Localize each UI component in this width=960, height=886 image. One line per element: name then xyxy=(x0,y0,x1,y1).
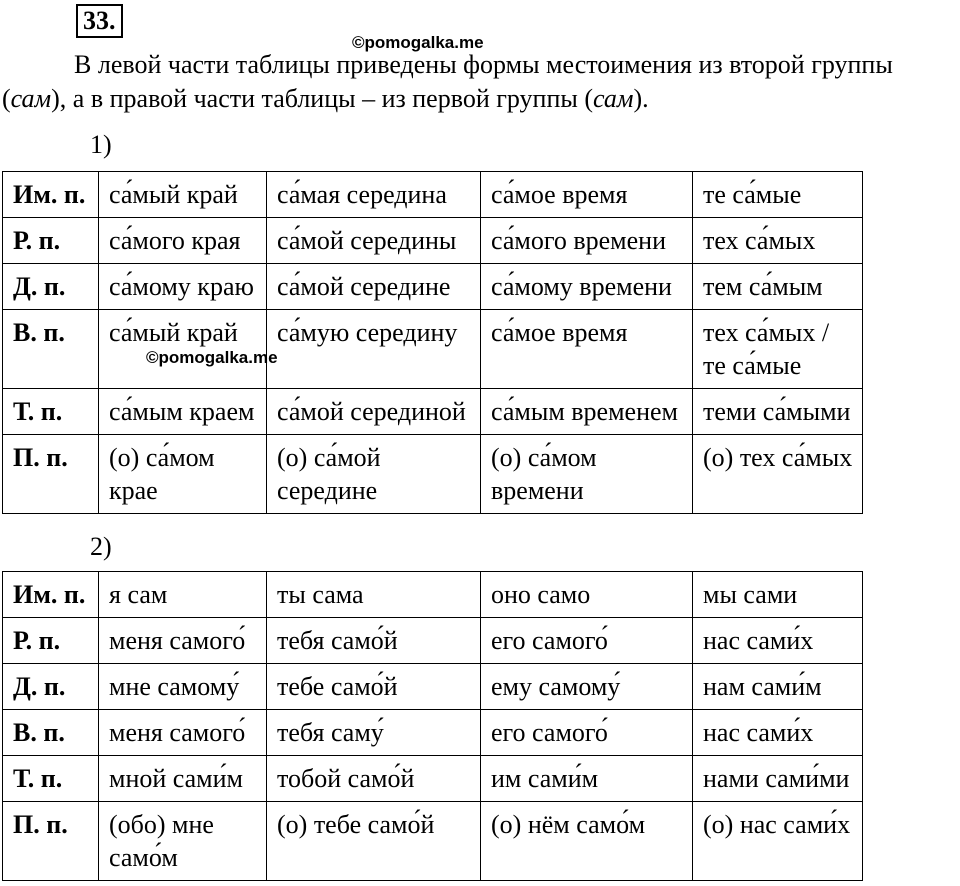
table-cell: са́мое время xyxy=(481,172,693,218)
table-cell: са́мого времени xyxy=(481,218,693,264)
table-cell: са́мым краем xyxy=(99,389,267,435)
intro-paragraph xyxy=(2,48,942,116)
table-cell: са́мой середине xyxy=(267,264,481,310)
table-cell: (о) са́мом времени xyxy=(481,435,693,514)
declension-table-1 xyxy=(2,171,863,514)
table-cell: са́мой середины xyxy=(267,218,481,264)
table-row xyxy=(3,618,863,664)
table-cell: са́мому краю xyxy=(99,264,267,310)
table-cell: тех са́мых xyxy=(693,218,863,264)
table-cell: теми са́мыми xyxy=(693,389,863,435)
table-cell: са́мая середина xyxy=(267,172,481,218)
case-label: Р. п. xyxy=(3,218,99,264)
table-cell: са́мую середину xyxy=(267,310,481,389)
table-cell: им сами́м xyxy=(481,756,693,802)
table-cell: (о) нём само́м xyxy=(481,802,693,881)
table-cell: (о) тебе само́й xyxy=(267,802,481,881)
table-cell: (обо) мне само́м xyxy=(99,802,267,881)
case-label: Д. п. xyxy=(3,664,99,710)
case-label: Т. п. xyxy=(3,756,99,802)
table-row xyxy=(3,389,863,435)
table-cell: его самого́ xyxy=(481,618,693,664)
case-label: Д. п. xyxy=(3,264,99,310)
table-cell: са́мым временем xyxy=(481,389,693,435)
table-cell: (о) тех са́мых xyxy=(693,435,863,514)
table-cell: тебя саму́ xyxy=(267,710,481,756)
case-label: Им. п. xyxy=(3,572,99,618)
table-cell: нам сами́м xyxy=(693,664,863,710)
intro-word-sam-1: сам xyxy=(10,84,52,113)
section-2-label: 2) xyxy=(90,532,112,561)
table-cell: его самого́ xyxy=(481,710,693,756)
table-cell: тем са́мым xyxy=(693,264,863,310)
case-label: Им. п. xyxy=(3,172,99,218)
table-cell: мной сами́м xyxy=(99,756,267,802)
intro-text-part3: ). xyxy=(633,84,649,113)
table-cell: са́мое время xyxy=(481,310,693,389)
table-cell: ему самому́ xyxy=(481,664,693,710)
case-label: Р. п. xyxy=(3,618,99,664)
table-row xyxy=(3,802,863,881)
table-cell: са́мому времени xyxy=(481,264,693,310)
case-label: В. п. xyxy=(3,310,99,389)
table-cell: нами сами́ми xyxy=(693,756,863,802)
table-cell: меня самого́ xyxy=(99,618,267,664)
case-label: Т. п. xyxy=(3,389,99,435)
table-cell: мы сами xyxy=(693,572,863,618)
table-row xyxy=(3,264,863,310)
table-cell: са́мого края xyxy=(99,218,267,264)
table-cell: (о) са́мом крае xyxy=(99,435,267,514)
table-cell: тебя само́й xyxy=(267,618,481,664)
section-1-label: 1) xyxy=(90,130,112,159)
declension-table-1-body xyxy=(3,172,863,514)
case-label: В. п. xyxy=(3,710,99,756)
table-cell: оно само xyxy=(481,572,693,618)
table-row xyxy=(3,756,863,802)
table-cell: те са́мые xyxy=(693,172,863,218)
table-row xyxy=(3,310,863,389)
table-cell: нас сами́х xyxy=(693,710,863,756)
declension-table-2-body xyxy=(3,572,863,881)
table-cell: тебе само́й xyxy=(267,664,481,710)
table-cell: (о) нас сами́х xyxy=(693,802,863,881)
table-row xyxy=(3,435,863,514)
declension-table-2 xyxy=(2,571,863,881)
table-row xyxy=(3,218,863,264)
table-row xyxy=(3,572,863,618)
watermark-table: ©pomogalka.me xyxy=(146,348,278,367)
intro-text-part1: В левой части таблицы приведены формы местоимения из второй группы ( xyxy=(2,50,893,113)
table-row xyxy=(3,172,863,218)
exercise-number: 33. xyxy=(76,4,123,38)
table-cell: (о) са́мой середине xyxy=(267,435,481,514)
case-label: П. п. xyxy=(3,435,99,514)
table-cell: мне самому́ xyxy=(99,664,267,710)
table-row xyxy=(3,664,863,710)
intro-word-sam-2: сам xyxy=(593,84,634,113)
table-cell: тех са́мых / те са́мые xyxy=(693,310,863,389)
table-cell: са́мый край xyxy=(99,172,267,218)
table-cell: я сам xyxy=(99,572,267,618)
table-cell: са́мой серединой xyxy=(267,389,481,435)
table-row xyxy=(3,710,863,756)
table-cell: са́мый край xyxy=(99,310,267,389)
case-label: П. п. xyxy=(3,802,99,881)
table-cell: меня самого́ xyxy=(99,710,267,756)
table-cell: тобой само́й xyxy=(267,756,481,802)
table-cell: нас сами́х xyxy=(693,618,863,664)
intro-text-part2: ), а в правой части таблицы – из первой группы ( xyxy=(51,84,594,113)
table-cell: ты сама xyxy=(267,572,481,618)
watermark: ©pomogalka.me xyxy=(352,33,484,52)
